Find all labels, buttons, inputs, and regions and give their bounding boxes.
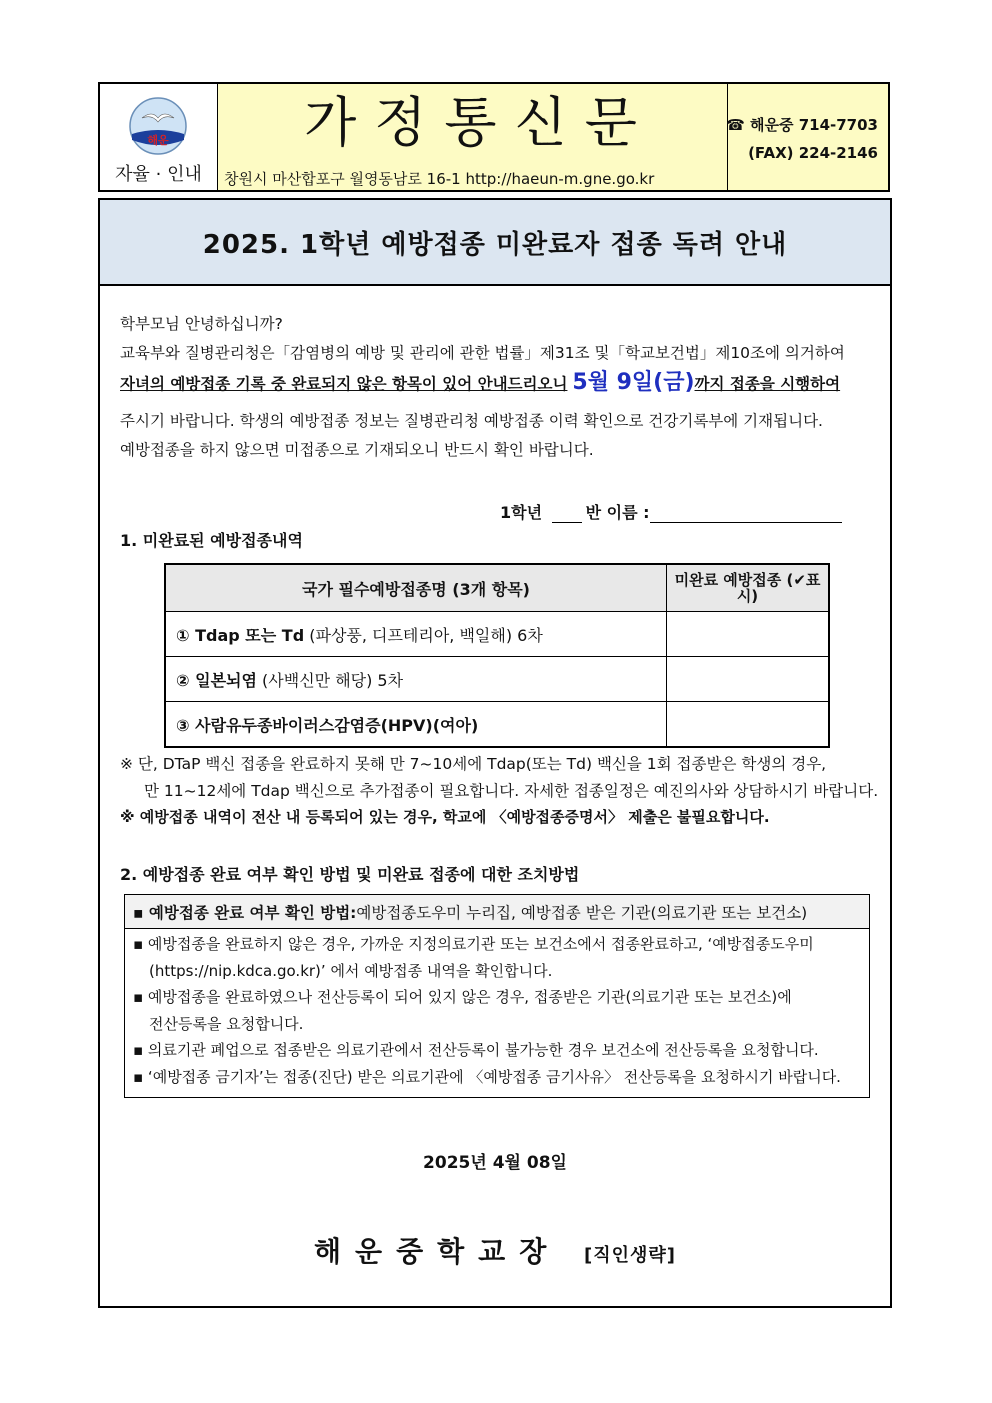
vaccine-detail: (파상풍, 디프테리아, 백일해) 6차	[304, 625, 543, 645]
section2-title: 2. 예방접종 완료 여부 확인 방법 및 미완료 접종에 대한 조치방법	[120, 865, 580, 884]
notice-title: 2025. 1학년 예방접종 미완료자 접종 독려 안내	[100, 200, 890, 286]
check-cell[interactable]	[667, 702, 830, 748]
table-header-check: 미완료 예방접종 (✔표시)	[667, 564, 830, 612]
vaccine-name: ③ 사람유두종바이러스감염증(HPV)(여아)	[176, 715, 479, 735]
class-blank[interactable]	[552, 508, 582, 523]
vaccine-name-cell	[165, 612, 667, 657]
fax-number: (FAX) 224-2146	[748, 144, 878, 162]
vaccine-name-cell	[165, 702, 667, 748]
vaccine-detail: (사백신만 해당) 5차	[256, 670, 404, 690]
request-line-text-end: 까지 접종을 시행하여	[694, 375, 841, 393]
greeting: 학부모님 안녕하십니까?	[120, 315, 283, 333]
letterhead	[98, 82, 890, 192]
procedure-list	[125, 929, 869, 1090]
student-info-form	[500, 500, 842, 523]
deadline-date: 5월 9일(금)	[572, 370, 695, 395]
newsletter-title: 가정통신문	[304, 91, 655, 154]
table-row	[165, 612, 829, 657]
list-item-cont: 전산등록을 요청합니다.	[149, 1014, 304, 1033]
school-address: 창원시 마산합포구 월영동남로 16-1 http://haeun-m.gne.go.kr	[224, 170, 655, 188]
logo-text: 해운	[147, 134, 169, 147]
contact-cell	[728, 84, 888, 190]
name-blank[interactable]	[650, 508, 842, 523]
list-item: ▪ 의료기관 폐업으로 접종받은 의료기관에서 전산등록이 불가능한 경우 보건소에 전산등록을 요청합니다.	[133, 1041, 819, 1059]
issue-date: 2025년 4월 08일	[423, 1153, 567, 1173]
vaccination-table	[164, 563, 830, 748]
grade-label: 1학년	[500, 503, 543, 522]
letter-body	[98, 198, 892, 1308]
list-item: ▪ ‘예방접종 금기자’는 접종(진단) 받은 의료기관에 〈예방접종 금기사유〉 전산등록을 요청하시기 바랍니다.	[133, 1067, 841, 1086]
list-item: ▪ 예방접종을 완료하지 않은 경우, 가까운 지정의료기관 또는 보건소에서 접종완료하고, ‘예방접종도우미	[133, 935, 814, 953]
procedure-header-label: ▪ 예방접종 완료 여부 확인 방법:	[133, 903, 357, 922]
check-cell[interactable]	[667, 657, 830, 702]
class-label: 반	[585, 503, 602, 522]
list-item-cont: (https://nip.kdca.go.kr)’ 에서 예방접종 내역을 확인합니다.	[149, 961, 553, 980]
principal-signature	[100, 1230, 890, 1270]
name-label: 이름 :	[606, 503, 650, 522]
request-line	[120, 368, 886, 399]
procedure-header-text: 예방접종도우미 누리집, 예방접종 받은 기관(의료기관 또는 보건소)	[356, 903, 808, 922]
vaccine-name: ② 일본뇌염	[176, 670, 257, 690]
procedure-header	[125, 895, 869, 929]
principal-title: 해운중학교장	[313, 1235, 561, 1268]
note-booster: ※ 단, DTaP 백신 접종을 완료하지 못해 만 7~10세에 Tdap(또는 Td) 백신을 1회 접종받은 학생의 경우,	[120, 755, 827, 773]
request-line-text: 자녀의 예방접종 기록 중 완료되지 않은 항목이 있어 안내드리오니	[120, 375, 568, 393]
record-info-line: 주시기 바랍니다. 학생의 예방접종 정보는 질병관리청 예방접종 이력 확인으로 건강기록부에 기재됩니다.	[120, 412, 823, 430]
procedure-box	[124, 894, 870, 1098]
table-row	[165, 657, 829, 702]
legal-basis-line: 교육부와 질병관리청은「감염병의 예방 및 관리에 관한 법률」제31조 및「학교보건법」제10조에 의거하여	[120, 344, 845, 362]
school-emblem-cell	[100, 84, 218, 190]
vaccine-name: ① Tdap 또는 Td	[176, 625, 305, 645]
school-logo-icon	[128, 96, 188, 156]
phone-number: ☎ 해운중 714-7703	[726, 116, 878, 134]
list-item: ▪ 예방접종을 완료하였으나 전산등록이 되어 있지 않은 경우, 접종받은 기관(의료기관 또는 보건소)에	[133, 988, 792, 1006]
check-cell[interactable]	[667, 612, 830, 657]
warning-line: 예방접종을 하지 않으면 미접종으로 기재되오니 반드시 확인 바랍니다.	[120, 441, 594, 459]
section1-title: 1. 미완료된 예방접종내역	[120, 531, 303, 550]
note-certificate: ※ 예방접종 내역이 전산 내 등록되어 있는 경우, 학교에 〈예방접종증명서〉 제출은 불필요합니다.	[120, 808, 770, 826]
school-motto: 자율 · 인내	[115, 164, 202, 185]
note-booster-cont: 만 11~12세에 Tdap 백신으로 추가접종이 필요합니다. 자세한 접종일정은 예진의사와 상담하시기 바랍니다.	[144, 782, 879, 800]
title-cell	[218, 84, 728, 190]
vaccine-name-cell	[165, 657, 667, 702]
table-header-vaccine: 국가 필수예방접종명 (3개 항목)	[165, 564, 667, 612]
table-row	[165, 702, 829, 748]
seal-note: [직인생략]	[584, 1245, 677, 1266]
